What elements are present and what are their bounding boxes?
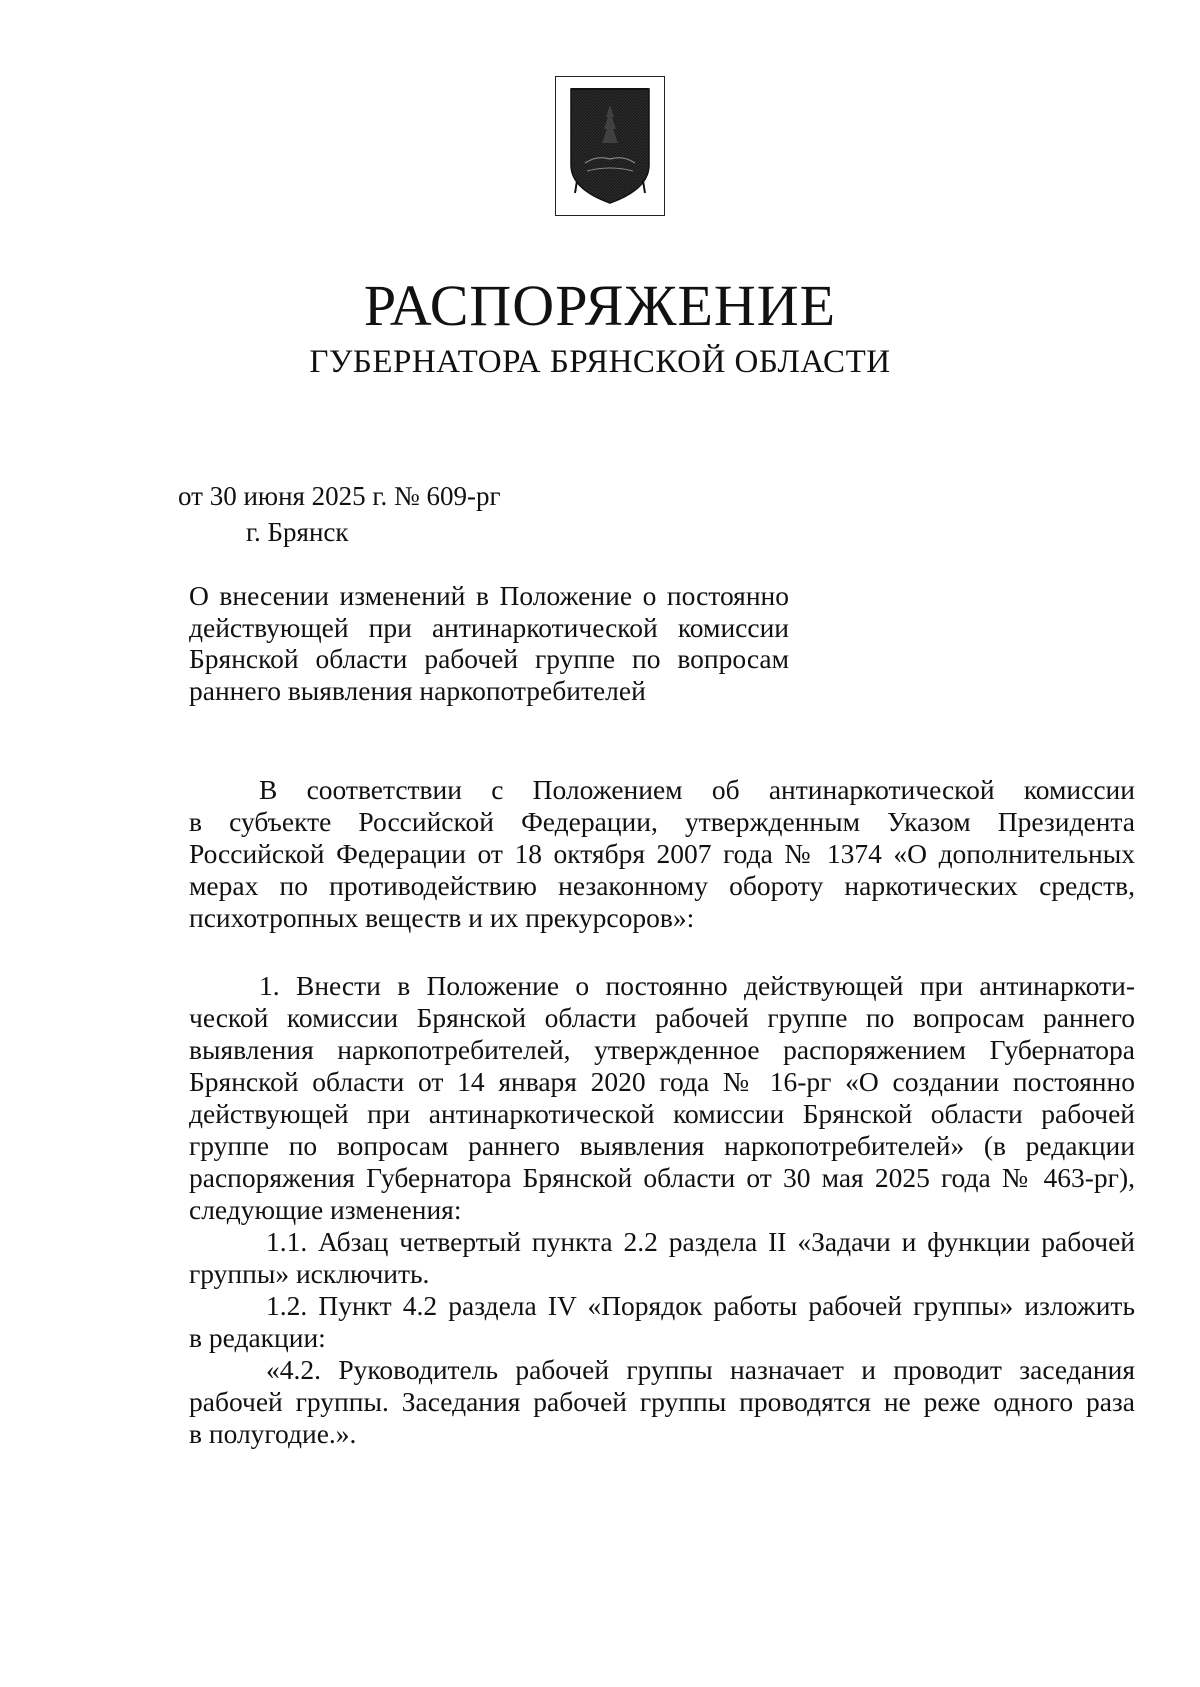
paragraph-line: в полугодие.». [189, 1418, 357, 1449]
paragraph-line: в редакции: [189, 1322, 326, 1353]
paragraph-line: ческой комиссии Брянской области рабочей группе по вопросам раннего [189, 1002, 1135, 1033]
paragraph-line: распоряжения Губернатора Брянской области от 30 мая 2025 года № 463-рг), [189, 1162, 1135, 1193]
document-type-title: РАСПОРЯЖЕНИЕ [363, 273, 837, 338]
paragraph-line: Российской Федерации от 18 октября 2007 года № 1374 «О дополнительных [189, 838, 1135, 869]
paragraph-line: рабочей группы. Заседания рабочей группы проводятся не реже одного раза [189, 1386, 1135, 1417]
paragraph-line: психотропных веществ и их прекурсоров»: [189, 902, 695, 933]
document-date-number: от 30 июня 2025 г. № 609-рг [178, 481, 501, 511]
paragraph-line: 1.2. Пункт 4.2 раздела IV «Порядок работы рабочей группы» изложить [266, 1290, 1135, 1321]
subject-line: раннего выявления наркопотребителей [189, 674, 646, 706]
paragraph-line: 1.1. Абзац четвертый пункта 2.2 раздела II «Задачи и функции рабочей [266, 1226, 1135, 1257]
paragraph-line: 1. Внести в Положение о постоянно действующей при антинаркоти- [259, 970, 1135, 1001]
document-city: г. Брянск [246, 517, 349, 547]
paragraph-line: В соответствии с Положением об антинаркотической комиссии [259, 774, 1135, 805]
paragraph-line: выявления наркопотребителей, утвержденное распоряжением Губернатора [189, 1034, 1135, 1065]
document-subject [189, 580, 789, 706]
preamble-paragraph [189, 774, 1135, 934]
quoted-amendment-paragraph [189, 1354, 1135, 1450]
paragraph-line: мерах по противодействию незаконному обороту наркотических средств, [189, 870, 1135, 901]
paragraph-line: «4.2. Руководитель рабочей группы назначает и проводит заседания [266, 1354, 1135, 1385]
item-1-2-paragraph [189, 1290, 1135, 1354]
item-1-paragraph [189, 970, 1135, 1226]
issuer-title: ГУБЕРНАТОРА БРЯНСКОЙ ОБЛАСТИ [309, 344, 891, 380]
item-1-1-paragraph [189, 1226, 1135, 1290]
paragraph-line: Брянской области от 14 января 2020 года № 16-рг «О создании постоянно [189, 1066, 1135, 1097]
paragraph-line: группы» исключить. [189, 1258, 430, 1289]
paragraph-line: в субъекте Российской Федерации, утвержденным Указом Президента [189, 806, 1135, 837]
subject-line: Брянской области рабочей группе по вопросам [189, 643, 789, 674]
subject-line: О внесении изменений в Положение о постоянно [189, 580, 789, 611]
paragraph-line: группе по вопросам раннего выявления наркопотребителей» (в редакции [189, 1130, 1135, 1161]
paragraph-line: действующей при антинаркотической комиссии Брянской области рабочей [189, 1098, 1135, 1129]
paragraph-line: следующие изменения: [189, 1194, 462, 1225]
coat-of-arms-icon [555, 76, 665, 216]
subject-line: действующей при антинаркотической комиссии [189, 611, 789, 643]
